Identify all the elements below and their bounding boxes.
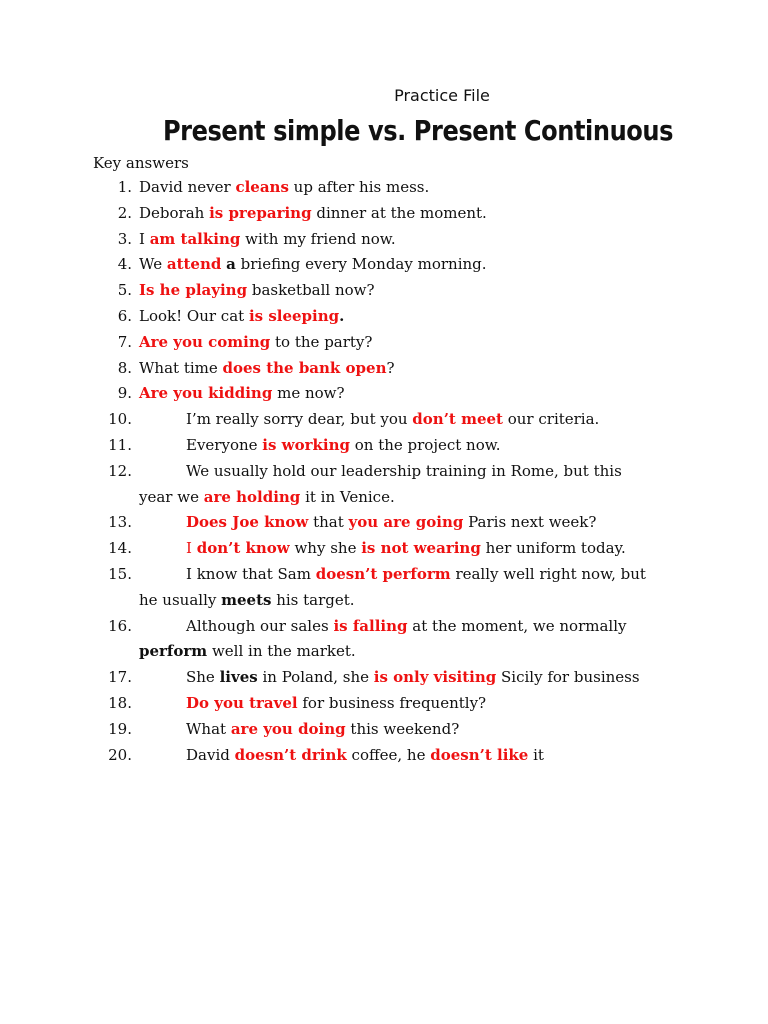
- item-number: 13.: [108, 513, 132, 532]
- item-sentence: [139, 175, 429, 201]
- item-number: 2.: [117, 203, 132, 222]
- answer-item: [0, 717, 768, 743]
- answer-item: [0, 330, 768, 356]
- item-sentence: [139, 201, 487, 227]
- answer-highlight: does the bank open: [222, 358, 387, 377]
- answer-highlight: doesn’t drink: [234, 745, 347, 764]
- answer-text: for business frequently?: [297, 693, 487, 712]
- answer-item: [0, 227, 768, 253]
- key-answers-label: Key answers: [93, 154, 189, 172]
- item-sentence: [186, 459, 622, 485]
- item-sentence: [186, 717, 459, 743]
- answer-item: [0, 691, 768, 717]
- answer-highlight: cleans: [235, 178, 289, 196]
- item-number: 15.: [108, 564, 132, 583]
- answer-text: to the party?: [270, 332, 373, 351]
- answer-text: meets: [221, 590, 272, 609]
- answer-text: her uniform today.: [480, 539, 626, 558]
- answer-text: he usually: [139, 590, 222, 609]
- answer-text: I’m really sorry dear, but you: [186, 410, 413, 429]
- answer-text: briefing every Monday morning.: [235, 255, 487, 274]
- answer-text: Although our sales: [186, 616, 334, 635]
- answer-highlight: don’t meet: [412, 410, 503, 429]
- answer-text: Deborah: [139, 203, 210, 222]
- answer-text: it in Venice.: [300, 487, 395, 506]
- answer-text: I know that Sam: [186, 564, 316, 583]
- answer-text: basketball now?: [247, 281, 375, 300]
- answer-text: in Poland, she: [257, 668, 374, 687]
- answer-item: [0, 562, 768, 614]
- answer-text: up after his mess.: [288, 178, 430, 196]
- item-sentence: [139, 252, 487, 278]
- item-sentence: [186, 433, 501, 459]
- item-sentence: [186, 614, 627, 640]
- item-sentence-continued: [139, 639, 356, 665]
- answer-item: [0, 381, 768, 407]
- answer-text: coffee, he: [346, 745, 431, 764]
- answer-text: at the moment, we normally: [407, 616, 627, 635]
- answer-text: dinner at the moment.: [311, 203, 487, 222]
- answer-item: [0, 356, 768, 382]
- item-number: 5.: [117, 281, 132, 300]
- answer-text: Everyone: [186, 435, 263, 454]
- item-sentence: [186, 510, 596, 536]
- answer-text: really well right now, but: [450, 564, 646, 583]
- answer-highlight: Are you kidding: [139, 384, 273, 403]
- answer-text: perform: [139, 642, 208, 661]
- item-sentence: [186, 562, 646, 588]
- answer-text: What time: [139, 358, 223, 377]
- item-number: 9.: [117, 384, 132, 403]
- answer-text: his target.: [271, 590, 355, 609]
- item-sentence: [139, 330, 372, 356]
- answer-highlight: you are going: [348, 513, 464, 532]
- item-number: 7.: [117, 332, 132, 351]
- answer-highlight: doesn’t like: [430, 745, 529, 764]
- answer-item: [0, 433, 768, 459]
- item-sentence: [139, 304, 344, 330]
- answer-item: [0, 407, 768, 433]
- answer-text: .: [339, 306, 345, 325]
- item-number: 19.: [108, 719, 132, 738]
- item-sentence: [139, 227, 396, 253]
- item-sentence: [186, 743, 544, 769]
- answer-highlight: are holding: [203, 487, 301, 506]
- answer-item: [0, 175, 768, 201]
- answer-text: I: [186, 539, 197, 558]
- document-title-text: Present simple vs. Present Continuous: [162, 114, 674, 147]
- answer-text: me now?: [272, 384, 345, 403]
- answer-text: this weekend?: [345, 719, 460, 738]
- item-sentence: [186, 691, 486, 717]
- answer-item: [0, 252, 768, 278]
- answer-text: Look! Our cat: [139, 306, 249, 325]
- answer-highlight: is working: [262, 435, 350, 454]
- item-number: 4.: [117, 255, 132, 274]
- answer-highlight: are you doing: [230, 719, 346, 738]
- item-number: 12.: [108, 461, 132, 480]
- answer-text: year we: [139, 487, 204, 506]
- answer-text: our criteria.: [502, 410, 600, 429]
- answer-text: We: [139, 255, 167, 274]
- answer-text: with my friend now.: [240, 229, 396, 248]
- item-sentence: [139, 381, 345, 407]
- answer-highlight: attend: [166, 255, 222, 274]
- answer-item: [0, 278, 768, 304]
- item-sentence-continued: [139, 588, 355, 614]
- item-number: 8.: [117, 358, 132, 377]
- answer-text: What: [186, 719, 231, 738]
- answer-text: I: [139, 229, 150, 248]
- item-number: 6.: [117, 306, 132, 325]
- answer-highlight: doesn’t perform: [315, 564, 451, 583]
- item-number: 14.: [108, 539, 132, 558]
- answer-text: We usually hold our leadership training in Rome, but this: [186, 461, 622, 480]
- item-number: 18.: [108, 693, 132, 712]
- item-sentence: [186, 536, 626, 562]
- item-sentence: [186, 665, 640, 691]
- answer-text: it: [528, 745, 544, 764]
- answer-text: ?: [386, 358, 395, 377]
- item-number: 20.: [108, 745, 132, 764]
- answer-text: David: [186, 745, 235, 764]
- answer-item: [0, 536, 768, 562]
- item-number: 17.: [108, 668, 132, 687]
- answer-highlight: Are you coming: [139, 332, 271, 351]
- answer-highlight: Do you travel: [186, 693, 298, 712]
- item-sentence: [139, 278, 375, 304]
- answer-highlight: is only visiting: [373, 668, 497, 687]
- answer-highlight: is sleeping: [248, 306, 340, 325]
- document-subtitle: Practice File: [394, 86, 490, 105]
- answer-text: why she: [289, 539, 362, 558]
- answer-text: well in the market.: [207, 642, 356, 661]
- item-number: 10.: [108, 410, 132, 429]
- answer-item: [0, 304, 768, 330]
- answer-item: [0, 743, 768, 769]
- document-title: [121, 114, 714, 147]
- answer-highlight: is falling: [333, 616, 408, 635]
- item-sentence: [139, 356, 395, 382]
- answer-item: [0, 459, 768, 511]
- answer-text: lives: [219, 668, 258, 687]
- answer-item: [0, 614, 768, 666]
- answer-list: [0, 175, 768, 768]
- answer-item: [0, 510, 768, 536]
- answer-text: David never: [139, 178, 236, 196]
- answer-text: She: [186, 668, 220, 687]
- item-sentence: [186, 407, 599, 433]
- item-number: 3.: [117, 229, 132, 248]
- item-number: 16.: [108, 616, 132, 635]
- item-number: 11.: [108, 435, 132, 454]
- answer-highlight: don’t know: [196, 539, 290, 558]
- answer-text: Paris next week?: [463, 513, 597, 532]
- answer-highlight: am talking: [149, 229, 241, 248]
- answer-text: on the project now.: [349, 435, 501, 454]
- answer-item: [0, 665, 768, 691]
- answer-text: Sicily for business: [496, 668, 640, 687]
- answer-highlight: is preparing: [209, 203, 312, 222]
- answer-text: that: [308, 513, 349, 532]
- answer-highlight: Is he playing: [139, 281, 248, 300]
- answer-text: a: [226, 255, 236, 274]
- answer-highlight: Does Joe know: [186, 513, 309, 532]
- item-number: 1.: [117, 178, 132, 196]
- item-sentence-continued: [139, 485, 395, 511]
- answer-highlight: is not wearing: [361, 539, 481, 558]
- answer-item: [0, 201, 768, 227]
